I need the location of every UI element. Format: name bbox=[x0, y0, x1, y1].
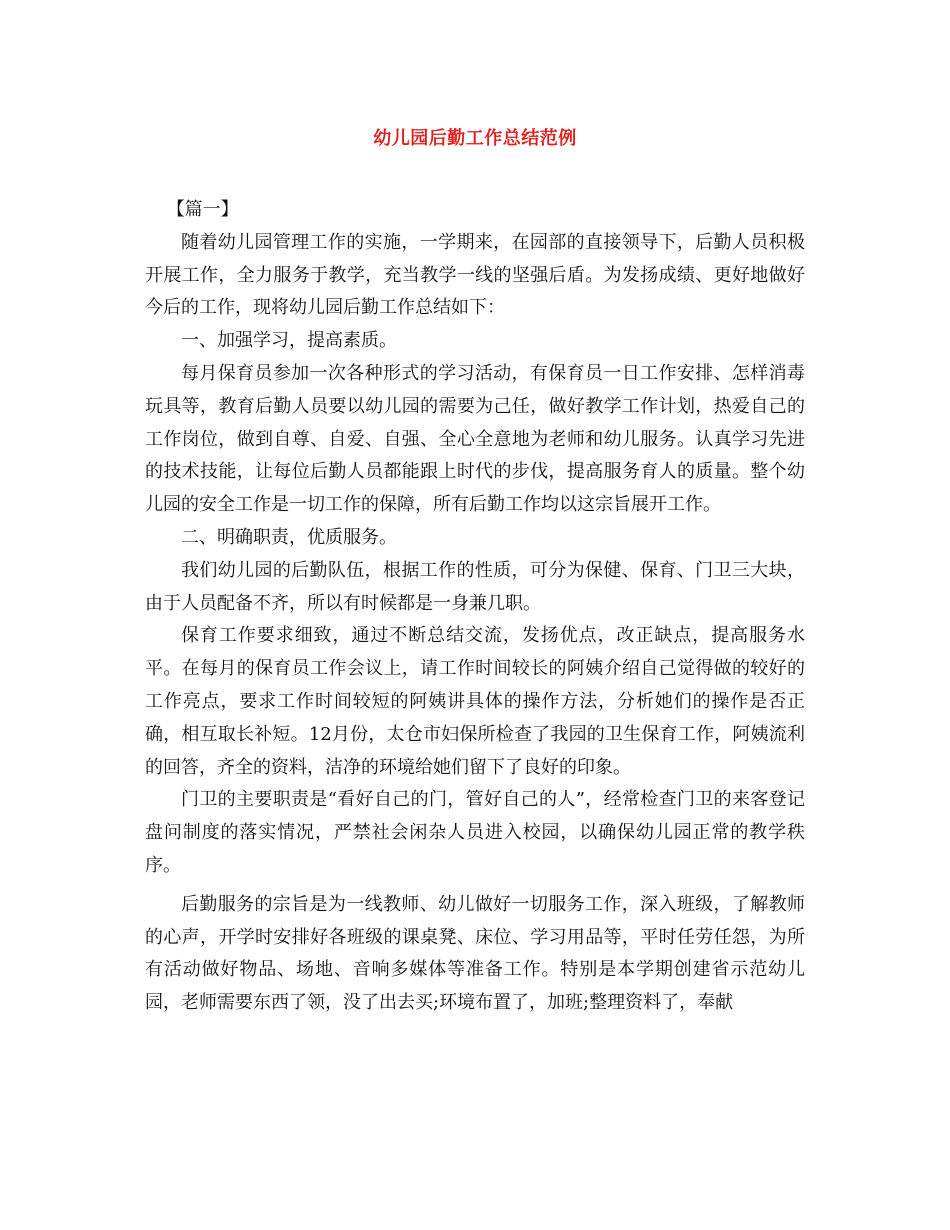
paragraph-intro: 随着幼儿园管理工作的实施，一学期来，在园部的直接领导下，后勤人员积极开展工作，全力服务于教学，充当教学一线的坚强后盾。为发扬成绩、更好地做好今后的工作，现将幼儿园后勤工作总结如下： bbox=[145, 231, 805, 319]
document-body bbox=[145, 194, 805, 1020]
heading-study: 一、加强学习，提高素质。 bbox=[181, 330, 397, 352]
section-heading: 【篇一】 bbox=[166, 199, 239, 220]
paragraph-gatekeeper: 门卫的主要职责是“看好自己的门，管好自己的人”，经常检查门卫的来客登记盘问制度的落实情况，严禁社会闲杂人员进入校园，以确保幼儿园正常的教学秩序。 bbox=[145, 789, 805, 876]
paragraph-service: 后勤服务的宗旨是为一线教师、幼儿做好一切服务工作，深入班级，了解教师的心声，开学时安排好各班级的课桌凳、床位、学习用品等，平时任劳任怨，为所有活动做好物品、场地、音响多媒体等准备工作。特别是本学期创建省示范幼儿园，老师需要东西了领，没了出去买;环境布置了，加班;整理资料了，奉献 bbox=[145, 893, 805, 1014]
paragraph-study: 每月保育员参加一次各种形式的学习活动，有保育员一日工作安排、怎样消毒玩具等，教育后勤人员要以幼儿园的需要为己任，做好教学工作计划，热爱自己的工作岗位，做到自尊、自爱、自强、全心全意地为老师和幼儿服务。认真学习先进的技术技能，让每位后勤人员都能跟上时代的步伐，提高服务育人的质量。整个幼儿园的安全工作是一切工作的保障，所有后勤工作均以这宗旨展开工作。 bbox=[145, 362, 805, 516]
paragraph-childcare: 保育工作要求细致，通过不断总结交流，发扬优点，改正缺点，提高服务水平。在每月的保育员工作会议上，请工作时间较长的阿姨介绍自己觉得做的较好的工作亮点，要求工作时间较短的阿姨讲具体的操作方法，分析她们的操作是否正确，相互取长补短。12月份，太仓市妇保所检查了我园的卫生保育工作，阿姨流利的回答，齐全的资料，洁净的环境给她们留下了良好的印象。 bbox=[145, 625, 805, 778]
paragraph-team: 我们幼儿园的后勤队伍，根据工作的性质，可分为保健、保育、门卫三大块，由于人员配备不齐，所以有时候都是一身兼几职。 bbox=[145, 559, 805, 614]
heading-duties: 二、明确职责，优质服务。 bbox=[181, 526, 397, 548]
document-title: 幼儿园后勤工作总结范例 bbox=[373, 128, 577, 149]
